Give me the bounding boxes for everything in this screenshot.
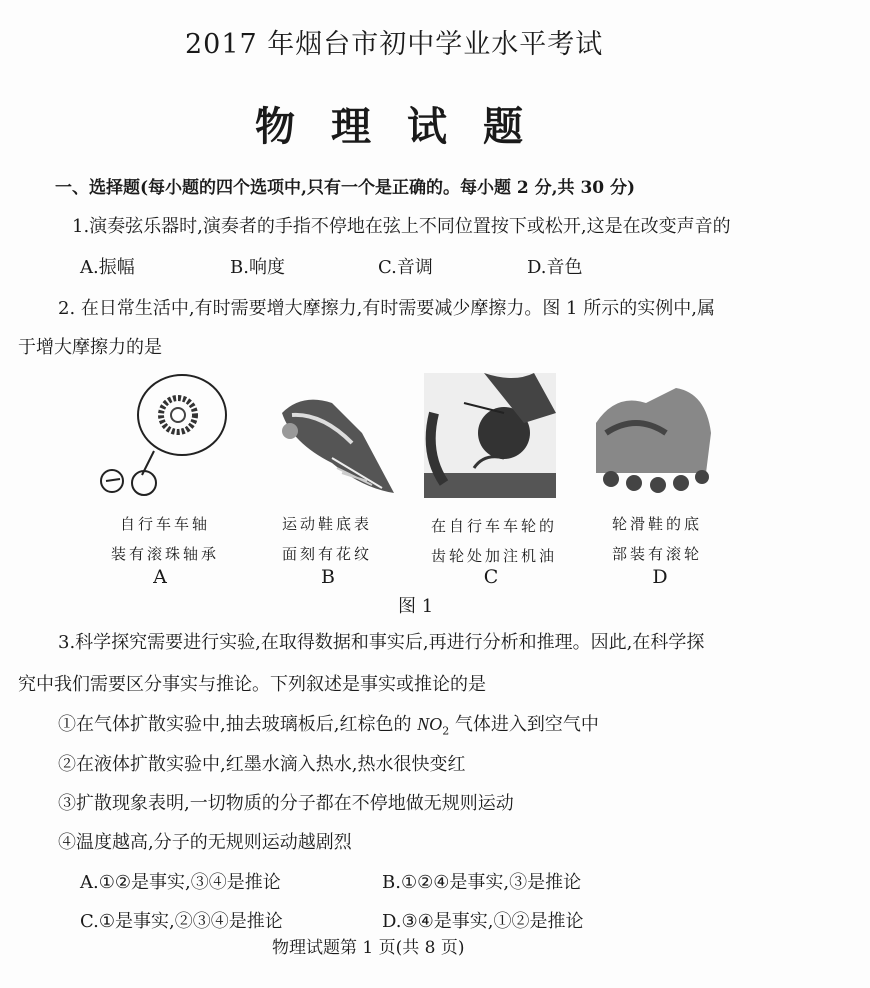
question-3-stem-line-1: 3.科学探究需要进行实验,在取得数据和事实后,再进行分析和推理。因此,在科学探 xyxy=(58,632,705,653)
section-heading: 一、选择题(每小题的四个选项中,只有一个是正确的。每小题 2 分,共 30 分) xyxy=(55,178,636,198)
question-1-option-b: B.响度 xyxy=(230,257,285,278)
figure-1-label: 图 1 xyxy=(398,596,434,617)
question-3-option-b: B.①②④是事实,③是推论 xyxy=(382,872,582,893)
question-2-stem-line-1: 2. 在日常生活中,有时需要增大摩擦力,有时需要减少摩擦力。图 1 所示的实例中,属 xyxy=(58,298,715,319)
question-3-option-c: C.①是事实,②③④是推论 xyxy=(80,911,283,932)
figure-1-letter-a: A xyxy=(153,566,167,588)
no2-formula: NO xyxy=(417,714,443,734)
question-2-stem-line-2: 于增大摩擦力的是 xyxy=(18,337,162,358)
figure-1-letter-b: B xyxy=(321,566,335,588)
statement-3: ③扩散现象表明,一切物质的分子都在不停地做无规则运动 xyxy=(58,793,514,814)
question-3-stem-line-2: 究中我们需要区分事实与推论。下列叙述是事实或推论的是 xyxy=(18,674,486,695)
question-1-option-c: C.音调 xyxy=(378,257,433,278)
roller-skate-image xyxy=(586,373,718,498)
question-3-option-d: D.③④是事实,①②是推论 xyxy=(382,911,584,932)
figure-1-caption-a-line-1: 自行车车轴 xyxy=(119,515,210,533)
question-1-stem: 1.演奏弦乐器时,演奏者的手指不停地在弦上不同位置按下或松开,这是在改变声音的 xyxy=(72,216,731,237)
statement-1: ①在气体扩散实验中,抽去玻璃板后,红棕色的 $NO_2$ 气体进入到空气中 xyxy=(58,714,599,738)
figure-1-caption-a-line-2: 装有滚珠轴承 xyxy=(110,545,219,563)
statement-2: ②在液体扩散实验中,红墨水滴入热水,热水很快变红 xyxy=(58,754,466,775)
bicycle-bearing-image xyxy=(96,373,228,498)
figure-1-caption-d-line-2: 部装有滚轮 xyxy=(611,545,702,563)
figure-1-caption-b-line-2: 面刻有花纹 xyxy=(281,545,372,563)
sneaker-sole-image xyxy=(262,373,394,498)
figure-1-caption-c-line-2: 齿轮处加注机油 xyxy=(430,547,557,565)
figure-1-letter-d: D xyxy=(652,566,668,588)
figure-1-letter-c: C xyxy=(483,566,499,588)
question-3-option-a: A.①②是事实,③④是推论 xyxy=(80,872,281,893)
exam-title: 2017 年烟台市初中学业水平考试 xyxy=(185,29,604,60)
subject-title: 物理试题 xyxy=(255,103,559,150)
bicycle-gear-oil-image xyxy=(424,373,556,498)
figure-1-caption-b-line-1: 运动鞋底表 xyxy=(281,515,372,533)
figure-1-caption-c-line-1: 在自行车车轮的 xyxy=(430,517,557,535)
page-footer: 物理试题第 1 页(共 8 页) xyxy=(272,938,465,958)
question-1-option-a: A.振幅 xyxy=(80,257,135,278)
question-1-option-d: D.音色 xyxy=(527,257,583,278)
figure-1-caption-d-line-1: 轮滑鞋的底 xyxy=(611,515,702,533)
statement-4: ④温度越高,分子的无规则运动越剧烈 xyxy=(58,832,352,853)
